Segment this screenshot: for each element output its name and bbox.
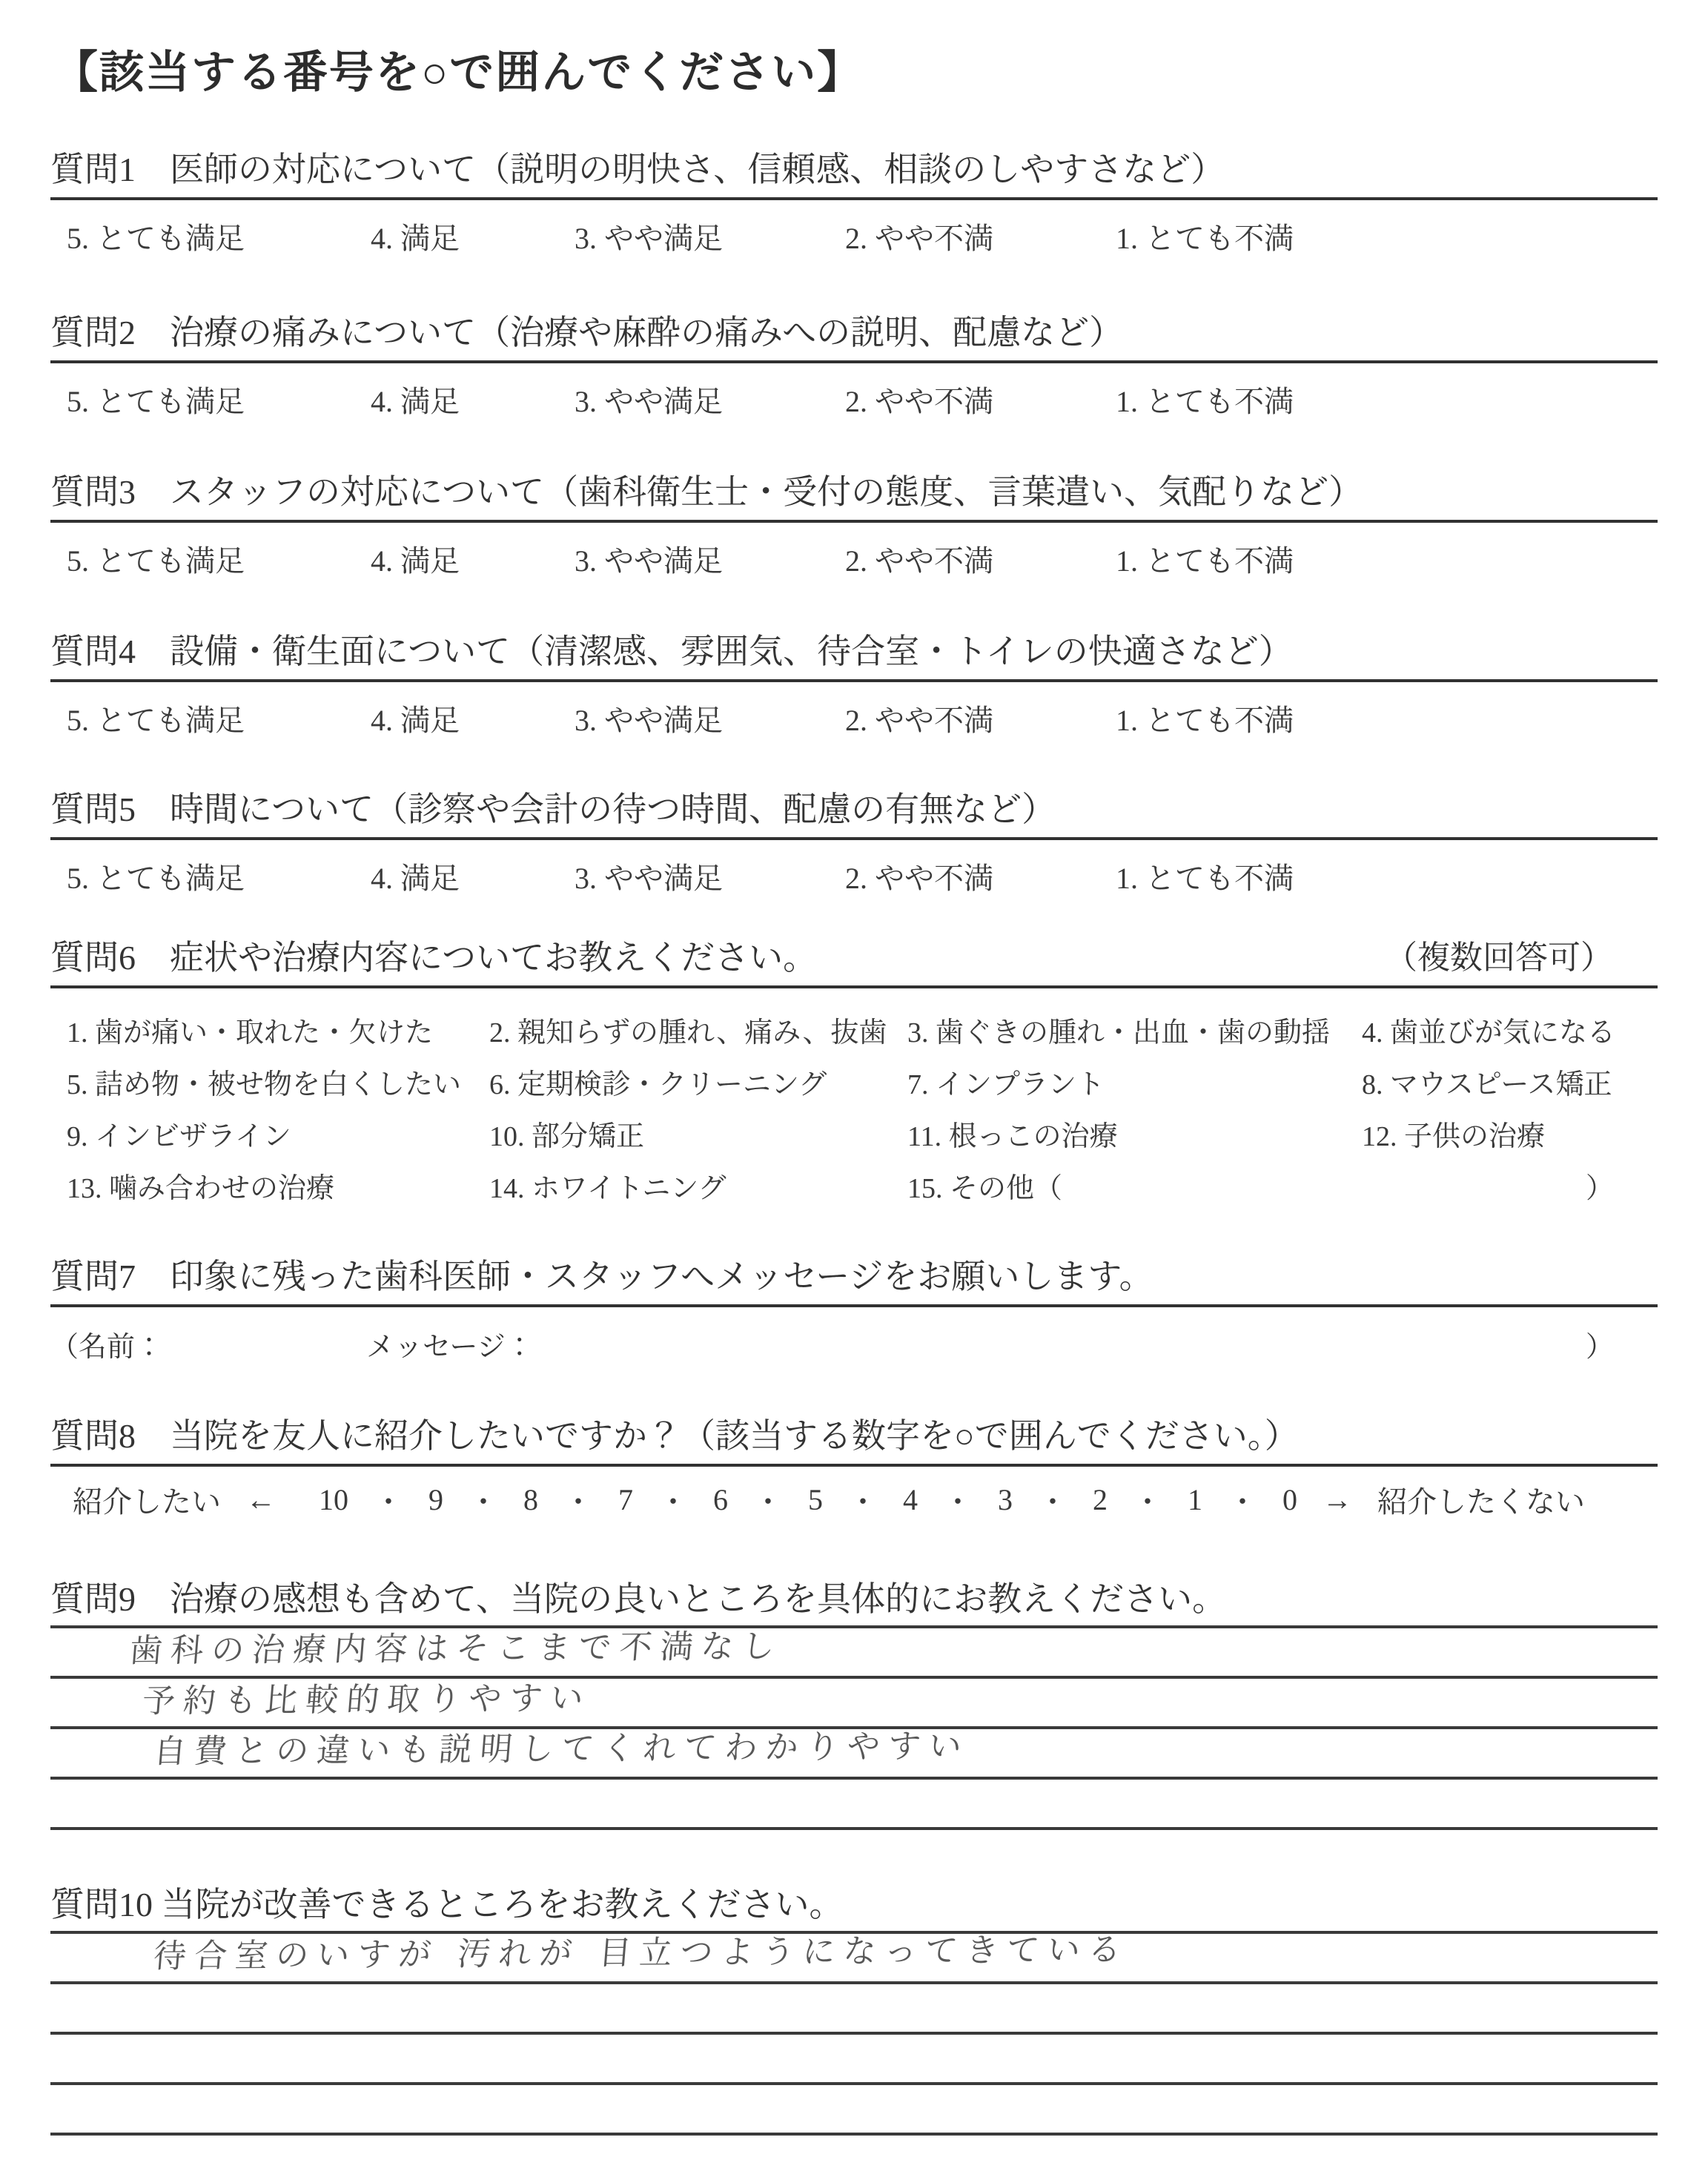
q8-number-3: 3 <box>998 1483 1013 1516</box>
q6-item-14: 14. ホワイトニング <box>489 1173 726 1204</box>
question-1 <box>50 148 1658 255</box>
question-8-heading: 質問8 当院を友人に紹介したいですか？（該当する数字を○で囲んでください。） <box>50 1417 1299 1455</box>
question-4-options <box>50 690 1658 737</box>
q6-multi-answer-note: （複数回答可） <box>1385 939 1613 976</box>
q8-number-10: 10 <box>319 1483 348 1516</box>
q8-dot: ・ <box>1038 1485 1068 1519</box>
divider <box>50 1304 1658 1307</box>
q8-dot: ・ <box>848 1485 878 1519</box>
q6-item-1: 1. 歯が痛い・取れた・欠けた <box>67 1017 434 1048</box>
q8-number-2: 2 <box>1093 1483 1108 1516</box>
q2-option-2: 2. やや不満 <box>845 385 993 418</box>
answer-line <box>50 1628 1658 1679</box>
q4-option-5: 5. とても満足 <box>67 704 245 737</box>
q6-row-2 <box>50 1051 1658 1103</box>
q8-number-7: 7 <box>618 1483 633 1516</box>
q2-option-1: 1. とても不満 <box>1116 385 1294 418</box>
q5-option-4: 4. 満足 <box>371 862 460 895</box>
arrow-left-icon: ← <box>246 1483 276 1516</box>
q8-left-label: 紹介したい <box>73 1485 221 1519</box>
q3-option-1: 1. とても不満 <box>1116 544 1294 578</box>
answer-line <box>50 2035 1658 2085</box>
q3-option-3: 3. やや満足 <box>575 544 723 578</box>
answer-line <box>50 2085 1658 2136</box>
q8-number-1: 1 <box>1188 1483 1202 1516</box>
q8-dot: ・ <box>469 1485 498 1519</box>
question-6-heading: 質問6 症状や治療内容についてお教えください。 <box>50 939 818 977</box>
q7-close-paren: ） <box>1585 1332 1614 1363</box>
question-10 <box>50 1883 1658 2136</box>
q6-item-13: 13. 噛み合わせの治療 <box>67 1173 335 1204</box>
arrow-right-icon: → <box>1323 1483 1352 1516</box>
question-3-options <box>50 530 1658 578</box>
question-9 <box>50 1578 1658 1830</box>
q2-option-3: 3. やや満足 <box>575 385 723 418</box>
q2-option-4: 4. 満足 <box>371 385 460 418</box>
question-6 <box>50 937 1658 1206</box>
q6-row-3 <box>50 1103 1658 1155</box>
q9-answer-area <box>50 1625 1658 1830</box>
divider <box>50 360 1658 363</box>
q6-option-grid <box>50 999 1658 1206</box>
q1-option-2: 2. やや不満 <box>845 222 993 255</box>
question-10-heading: 質問10 当院が改善できるところをお教えください。 <box>50 1886 844 1923</box>
q6-item-8: 8. マウスピース矯正 <box>1362 1069 1612 1100</box>
question-9-heading: 質問9 治療の感想も含めて、当院の良いところを具体的にお教えください。 <box>50 1580 1227 1618</box>
question-5 <box>50 788 1658 895</box>
divider <box>50 985 1658 988</box>
question-4-heading: 質問4 設備・衛生面について（清潔感、雰囲気、待合室・トイレの快適さなど） <box>50 633 1293 670</box>
q8-dot: ・ <box>563 1485 593 1519</box>
q1-option-5: 5. とても満足 <box>67 222 245 255</box>
answer-line <box>50 1984 1658 2035</box>
form-title: 【該当する番号を○で囲んでください】 <box>53 48 864 97</box>
q5-option-3: 3. やや満足 <box>575 862 723 895</box>
q10-answer-area <box>50 1931 1658 2136</box>
question-1-options <box>50 208 1658 255</box>
question-3-heading: 質問3 スタッフの対応について（歯科衛生士・受付の態度、言葉遣い、気配りなど） <box>50 473 1363 511</box>
divider <box>50 1464 1658 1467</box>
divider <box>50 520 1658 523</box>
q8-dot: ・ <box>1133 1485 1162 1519</box>
divider <box>50 837 1658 840</box>
q7-message-label: メッセージ： <box>366 1332 534 1363</box>
question-4 <box>50 630 1658 737</box>
q8-dot: ・ <box>943 1485 973 1519</box>
q8-number-5: 5 <box>808 1483 823 1516</box>
answer-line <box>50 1780 1658 1830</box>
q8-rating-row <box>73 1479 1658 1521</box>
question-2-heading: 質問2 治療の痛みについて（治療や麻酔の痛みへの説明、配慮など） <box>50 314 1124 351</box>
question-1-heading: 質問1 医師の対応について（説明の明快さ、信頼感、相談のしやすさなど） <box>50 151 1225 188</box>
q4-option-2: 2. やや不満 <box>845 704 993 737</box>
q6-item-9: 9. インビザライン <box>67 1121 291 1152</box>
q8-number-6: 6 <box>713 1483 728 1516</box>
divider <box>50 197 1658 200</box>
q6-item-2: 2. 親知らずの腫れ、痛み、抜歯 <box>489 1017 887 1048</box>
q2-option-5: 5. とても満足 <box>67 385 245 418</box>
divider <box>50 679 1658 682</box>
q6-item-7: 7. インプラント <box>907 1069 1105 1100</box>
q1-option-3: 3. やや満足 <box>575 222 723 255</box>
q6-item-15-other: 15. その他（ <box>907 1173 1063 1204</box>
q8-right-label: 紹介したくない <box>1377 1485 1585 1519</box>
q6-item-11: 11. 根っこの治療 <box>907 1121 1118 1152</box>
q6-item-5: 5. 詰め物・被せ物を白くしたい <box>67 1069 462 1100</box>
q7-answer-row <box>50 1318 1658 1365</box>
q6-item-10: 10. 部分矯正 <box>489 1121 645 1152</box>
q5-option-1: 1. とても不満 <box>1116 862 1294 895</box>
q8-number-8: 8 <box>523 1483 538 1516</box>
question-7 <box>50 1255 1658 1365</box>
q4-option-4: 4. 満足 <box>371 704 460 737</box>
q6-other-close-paren: ） <box>1585 1173 1614 1204</box>
q3-option-4: 4. 満足 <box>371 544 460 578</box>
question-6-heading-row <box>50 937 1658 980</box>
q8-number-9: 9 <box>428 1483 443 1516</box>
q6-row-1 <box>50 999 1658 1051</box>
question-5-heading: 質問5 時間について（診察や会計の待つ時間、配慮の有無など） <box>50 790 1056 828</box>
q6-item-3: 3. 歯ぐきの腫れ・出血・歯の動揺 <box>907 1017 1331 1048</box>
q1-option-1: 1. とても不満 <box>1116 222 1294 255</box>
question-2-options <box>50 371 1658 418</box>
q7-name-label: （名前： <box>50 1332 164 1363</box>
question-8 <box>50 1415 1658 1521</box>
q3-option-2: 2. やや不満 <box>845 544 993 578</box>
q8-number-4: 4 <box>903 1483 918 1516</box>
q8-dot: ・ <box>753 1485 783 1519</box>
q5-option-2: 2. やや不満 <box>845 862 993 895</box>
q6-item-4: 4. 歯並びが気になる <box>1362 1017 1616 1048</box>
question-3 <box>50 471 1658 578</box>
handwritten-answer: 予約も比較的取りやすい <box>141 1679 593 1720</box>
handwritten-answer: 歯科の治療内容はそこまで不満なし <box>128 1627 784 1670</box>
q1-option-4: 4. 満足 <box>371 222 460 255</box>
question-5-options <box>50 848 1658 895</box>
q8-number-0: 0 <box>1282 1483 1297 1516</box>
answer-line <box>50 1930 1658 1984</box>
question-7-heading: 質問7 印象に残った歯科医師・スタッフへメッセージをお願いします。 <box>50 1258 1153 1295</box>
q8-dot: ・ <box>658 1485 688 1519</box>
q6-item-12: 12. 子供の治療 <box>1362 1121 1546 1152</box>
q8-dot: ・ <box>1228 1485 1257 1519</box>
question-2 <box>50 311 1658 418</box>
q4-option-1: 1. とても不満 <box>1116 704 1294 737</box>
handwritten-answer: 自費との違いも説明してくれてわかりやすい <box>152 1727 971 1771</box>
q4-option-3: 3. やや満足 <box>575 704 723 737</box>
q6-row-4 <box>50 1155 1658 1206</box>
answer-line <box>50 1729 1658 1780</box>
q8-dot: ・ <box>374 1485 403 1519</box>
handwritten-answer: 待合室のいすが 汚れが 目立つようになってきている <box>152 1930 1131 1975</box>
q3-option-5: 5. とても満足 <box>67 544 245 578</box>
q5-option-5: 5. とても満足 <box>67 862 245 895</box>
q6-item-6: 6. 定期検診・クリーニング <box>489 1069 827 1100</box>
